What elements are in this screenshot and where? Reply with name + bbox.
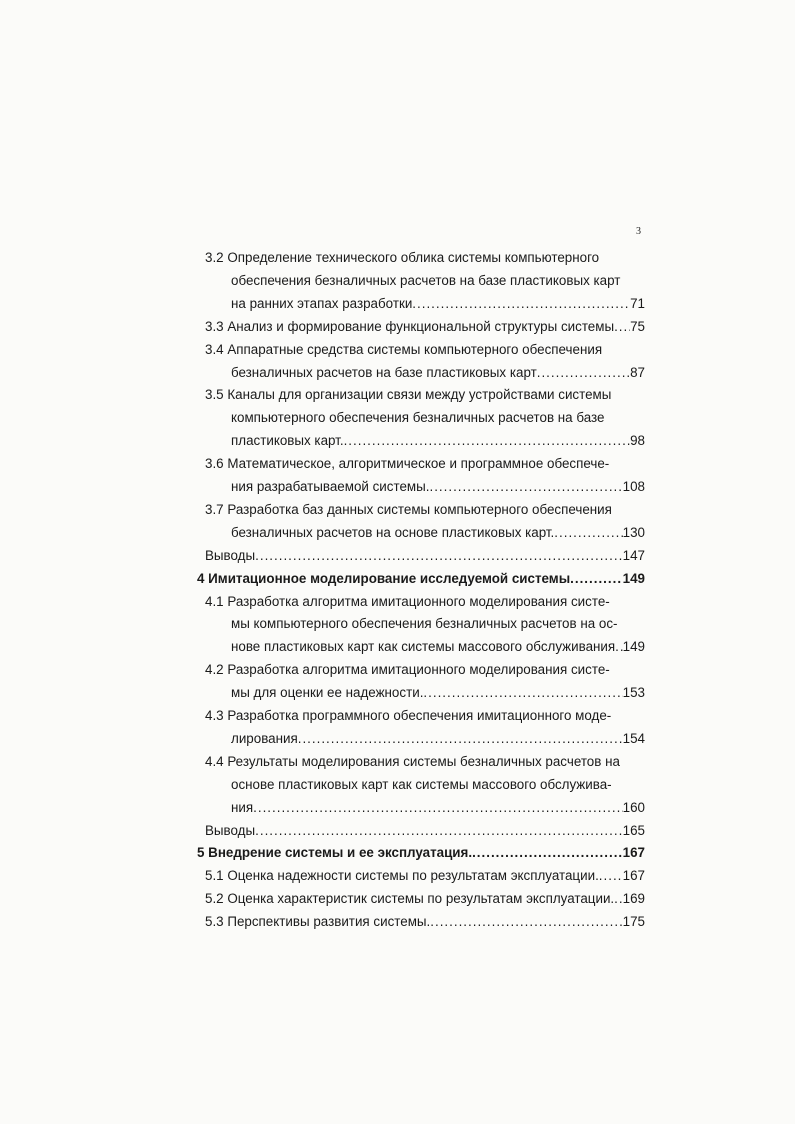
toc-entry-text: 4.2 Разработка алгоритма имитационного моделирования систе- xyxy=(205,662,610,678)
toc-page-number: 175 xyxy=(622,914,645,930)
toc-entry-text: 3.7 Разработка баз данных системы компьютерного обеспечения xyxy=(205,501,612,517)
toc-entry-text: обеспечения безналичных расчетов на базе пластиковых карт xyxy=(231,272,621,288)
toc-entry-line xyxy=(231,475,645,498)
toc-chapter-line xyxy=(197,841,645,864)
toc-page-number: 169 xyxy=(622,891,645,907)
toc-page-number: 160 xyxy=(622,799,645,815)
toc-chapter-line xyxy=(197,567,645,590)
leader-dots xyxy=(344,429,631,452)
page-number: 3 xyxy=(636,226,641,237)
toc-entry-text: нове пластиковых карт как системы массового обслуживания xyxy=(231,639,616,655)
toc-entry-line xyxy=(205,338,645,361)
toc-entry-line xyxy=(205,910,645,933)
leader-dots xyxy=(599,864,623,887)
toc-entry-line xyxy=(231,429,645,452)
toc-entry-text: пластиковых карт. xyxy=(231,433,344,449)
toc-entry-text: Выводы xyxy=(205,822,256,838)
toc-entry-text: лирования xyxy=(231,730,298,746)
toc-entry-line xyxy=(205,383,645,406)
toc-entry-text: 5.3 Перспективы развития системы. xyxy=(205,914,431,930)
toc-entry-text: 4.3 Разработка программного обеспечения имитационного моде- xyxy=(205,708,612,723)
leader-dots xyxy=(554,521,622,544)
toc-page-number: 108 xyxy=(622,479,645,494)
toc-entry-line xyxy=(205,704,645,727)
leader-dots xyxy=(429,475,622,498)
toc-page-number: 71 xyxy=(630,295,645,311)
toc-entry-line xyxy=(231,727,645,750)
toc-entry-line xyxy=(205,658,645,681)
toc-entry-text: 4.1 Разработка алгоритма имитационного моделирования систе- xyxy=(205,593,610,609)
toc-entry-text: мы компьютерного обеспечения безналичных расчетов на ос- xyxy=(231,616,618,632)
leader-dots xyxy=(537,361,630,384)
toc-entry-line xyxy=(205,750,645,773)
toc-entry-text: 3.3 Анализ и формирование функциональной структуры системы xyxy=(205,318,615,334)
toc-page-number: 167 xyxy=(622,845,645,861)
toc-entry-line xyxy=(231,521,645,544)
toc-entry-line xyxy=(205,315,645,338)
toc-entry-text: ния xyxy=(231,799,254,815)
toc-entry-line xyxy=(231,292,645,315)
leader-dots xyxy=(253,796,623,819)
toc-entry-text: основе пластиковых карт как системы массового обслужива- xyxy=(231,776,612,792)
toc-entry-line xyxy=(231,269,645,292)
toc-entry-text: 5.2 Оценка характеристик системы по результатам эксплуатации. xyxy=(205,891,615,907)
toc-entry-line xyxy=(205,452,645,475)
toc-page-number: 167 xyxy=(622,868,645,884)
toc-entry-line xyxy=(231,681,645,704)
toc-page-number: 153 xyxy=(622,685,645,701)
toc-page-number: 149 xyxy=(622,570,645,586)
leader-dots xyxy=(614,887,623,910)
toc-entry-text: ния разрабатываемой системы. xyxy=(231,479,430,494)
toc-entry-line xyxy=(231,796,645,819)
toc-page-number: 87 xyxy=(630,364,645,380)
leader-dots xyxy=(614,315,630,338)
toc-entry-line xyxy=(231,773,645,796)
toc-page-number: 98 xyxy=(630,433,645,449)
toc-entry-line xyxy=(205,246,645,269)
leader-dots xyxy=(615,635,623,658)
toc-page-number: 165 xyxy=(622,822,645,838)
toc-entry-text: 5 Внедрение системы и ее эксплуатация. xyxy=(197,845,473,861)
toc-entry-line xyxy=(231,635,645,658)
leader-dots xyxy=(423,681,622,704)
toc-entry-text: 4 Имитационное моделирование исследуемой системы xyxy=(197,570,571,586)
toc-entry-text: мы для оценки ее надежности. xyxy=(231,685,424,701)
leader-dots xyxy=(472,841,623,864)
toc-entry-line xyxy=(205,590,645,613)
toc-entry-line xyxy=(231,406,645,429)
toc-entry-line xyxy=(205,544,645,567)
toc-page-number: 75 xyxy=(630,318,645,334)
toc-entry-text: 3.6 Математическое, алгоритмическое и программное обеспече- xyxy=(205,456,610,472)
toc-page-number: 130 xyxy=(622,524,645,540)
toc-entry-line xyxy=(205,887,645,910)
leader-dots xyxy=(412,292,630,315)
toc-page-number: 154 xyxy=(622,730,645,746)
toc-entry-text: компьютерного обеспечения безналичных расчетов на базе xyxy=(231,410,605,426)
toc-page-number: 147 xyxy=(622,547,645,563)
toc-entry-text: 3.4 Аппаратные средства системы компьютерного обеспечения xyxy=(205,341,603,357)
toc-entry-line xyxy=(231,361,645,384)
leader-dots xyxy=(570,567,623,590)
leader-dots xyxy=(255,544,623,567)
leader-dots xyxy=(298,727,623,750)
toc-page-number: 149 xyxy=(622,639,645,655)
leader-dots xyxy=(255,819,623,842)
toc-entry-text: безналичных расчетов на базе пластиковых карт xyxy=(231,364,537,380)
toc-entry-text: 3.2 Определение технического облика системы компьютерного xyxy=(205,250,600,265)
toc-entry-text: на ранних этапах разработки xyxy=(231,295,413,311)
toc-entry-text: Выводы xyxy=(205,547,256,563)
toc-entry-text: 5.1 Оценка надежности системы по результатам эксплуатации. xyxy=(205,868,599,884)
toc-entry-line xyxy=(205,819,645,842)
toc-entry-text: 3.5 Каналы для организации связи между устройствами системы xyxy=(205,387,612,403)
toc-entry-line xyxy=(205,498,645,521)
toc-entry-line xyxy=(205,864,645,887)
leader-dots xyxy=(430,910,622,933)
toc-entry-text: безналичных расчетов на основе пластиковых карт. xyxy=(231,524,555,540)
toc-entry-line xyxy=(231,612,645,635)
toc-entry-text: 4.4 Результаты моделирования системы безналичных расчетов на xyxy=(205,753,620,769)
